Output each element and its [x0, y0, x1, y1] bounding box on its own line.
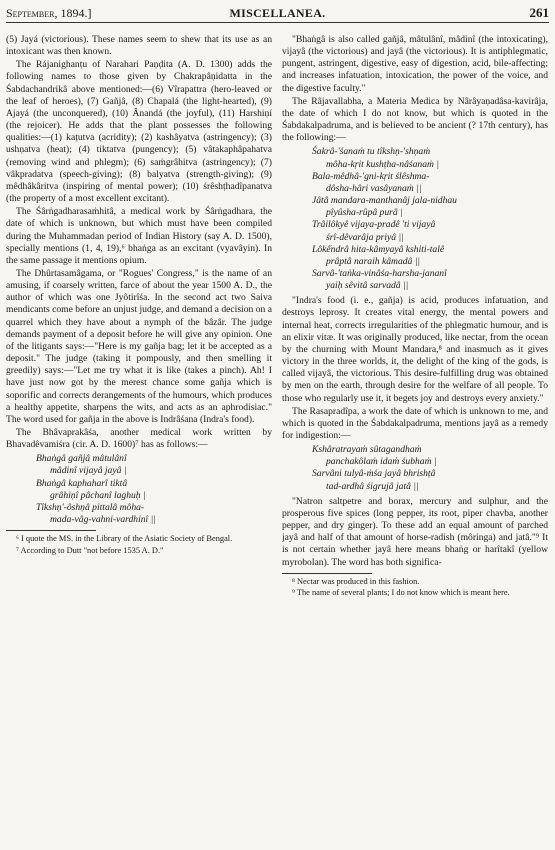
verse-line: dôsha-hâri vasâyanaṁ || [326, 182, 422, 194]
page-number: 261 [529, 5, 549, 20]
verse-line: Tîkshṇ'-ôshṇâ pittalâ môha- [36, 501, 145, 513]
verse-line: pîyûsha-rûpâ purâ | [326, 207, 403, 219]
verse-line: mâdinî vijayâ jayâ | [50, 465, 127, 477]
sanskrit-verse [282, 146, 548, 292]
verse-line: yaiḥ sêvitâ sarvadâ || [326, 280, 409, 292]
verse-line: Lôkếndrâ hita-kâmyayâ kshiti-talê [312, 243, 445, 255]
footnote: ⁷ According to Dutt "not before 1535 A. D." [16, 545, 164, 555]
verse-line: Bhaṅgâ gañjâ mâtulânî [36, 453, 127, 465]
footnote: ⁹ The name of several plants; I do not know which is meant here. [292, 588, 510, 598]
paragraph: "Indra's food (i. e., gañja) is acid, produces infatuation, and destroys leprosy. It creates vital energy, the mental powers and internal heat, corrects irregularities of the phlegmatic humour, and is an elixir vitæ. It was originally produced, like nectar, from the ocean by the churning with Mount Mandara,⁸ and inasmuch as it gives victory in the three worlds, it, the delight of the king of the gods, is called vijayâ, the victorious. This desire-fulfilling drug was obtained by men on the earth, through desire for the welfare of all people. To those who regularly use it, it begets joy and destroys every anxiety." [282, 295, 548, 404]
header-date: September, 1894.] [6, 6, 92, 20]
right-column [282, 34, 548, 842]
verse-line: Sarvâni tulyâ-ṁśa jayâ bhrishṭâ [312, 468, 436, 480]
paragraph: (5) Jayá (victorious). These names seem to shew that its use as an intoxicant was then known. [6, 34, 272, 58]
footnote: ⁶ I quote the MS. in the Library of the Asiatic Society of Bengal. [16, 534, 233, 544]
footnote: ⁸ Nectar was produced in this fashion. [292, 576, 420, 586]
sanskrit-verse [282, 444, 548, 493]
paragraph: "Natron saltpetre and borax, mercury and sulphur, and the prosperous five spices (long pepper, its root, piper chavba, another pepper, and dry ginger). To these add an equal amount of parched jayâ and half of that amount of horse-radish (môringa) and jatâ."⁹ It is not certain whether jayâ here means bhaṅg or harîtakî (yellow myrobolan). The word has both significa- [282, 495, 548, 568]
verse-line: Jâtâ mandara-manthanâj jala-nidhau [312, 195, 457, 207]
header-title: MISCELLANEA. [229, 6, 326, 20]
left-column [6, 34, 272, 842]
verse-line: tad-ardhâ śigrujâ jatâ || [326, 480, 419, 492]
paragraph: The Śârṅgadharasaṁhitâ, a medical work by Śârṅgadhara, the date of which is unknown, but which must have been compiled during the Muhammadan period of Indian History (say A. D. 1500), specially mentions (1, 4, 19),⁶ bhaṅga as an excitant (vyavâyin). In the same passage it mentions opium. [6, 206, 272, 266]
verse-line: Sarvâ-'taṅka-vinâśa-harsha-jananî [312, 267, 447, 279]
paragraph: The Rájanighanṭu of Narahari Paṇḍita (A. D. 1300) adds the following names to those given by Chakrapâṇidatta in the Śabdachandrikâ above mentioned:—(6) Vîrapattra (hero-leaved or the leaf of heroes), (7) Gañjâ, (8) Chapalá (the light-hearted), (9) Ajayá (the unconquered), (10) Ânandá (the joyful), (11) Harshiṇí (the rejoicer). He adds that the plant possesses the following qualities:—(1) kaṭutva (acridity); (2) kashâyatva (astringency); (3) ushṇatva (heat); (4) tiktatva (pungency); (5) vâtakaphâpahatva (removing wind and phlegm); (6) saṁgrâhitva (astringency); (7) vâkpradatva (speech-giving); (8) balyatva (strength-giving); (9) mêdhâkâritva (inspiring of mental power); (10) śrêshṭhadîpanatva (the property of a most excellent excitant). [6, 59, 272, 205]
header-rule [6, 22, 549, 23]
verse-line: panchakôlaṁ idaṁ śubhaṁ | [326, 456, 437, 468]
verse-line: prâptâ naraih kâmadâ || [326, 255, 421, 267]
paragraph: The Bhâvaprakâśa, another medical work written by Bhavadêvamiśra (cir. A. D. 1600)⁷ has as follows:— [6, 427, 272, 451]
sanskrit-verse [6, 453, 272, 526]
paragraph: The Dhûrtasamâgama, or "Rogues' Congress," is the name of an amusing, if coarsely written, farce of about the year 1500 A. D., the author of which was one Jyôtirîśa. In the second act two Saiva mendicants come before an unjust judge, and demand a decision on a quarrel which they have about a nymph of the bâzâr. The judge demands payment of a deposit before he will give any opinion. One of the litigants says:—"Here is my gañja bag; let it be accepted as a deposit." The judge (taking it pompously, and then smelling it greedily) says:—"Let me try what it is like (takes a pinch). Ah! I have just now got by the merest chance some gañja which is soporific and corrects derangements of the humours, which produces a healthy appetite, sharpens the wits, and acts as an aphrodisiac." The word used for gañja in the above is Indrâśana (Indra's food). [6, 267, 272, 425]
verse-line: grâhiṇî pâchanî laghuḥ | [50, 489, 146, 501]
verse-line: Bala-mêdhâ-'gni-kṛit ślêshma- [312, 170, 430, 182]
footnote-rule [282, 573, 372, 574]
verse-line: Trâilôkyê vijaya-pradê 'ti vijayâ [312, 219, 436, 231]
verse-line: Kshâratrayaṁ sûtagandhaṁ [312, 444, 422, 456]
verse-line: Śakrâ-'śanaṁ tu tîkshṇ-'shṇaṁ [312, 146, 431, 158]
verse-line: Bhaṅgâ kaphaharî tiktâ [36, 477, 128, 489]
verse-line: śrî-dêvarâja priyâ || [326, 231, 404, 243]
paragraph: "Bhaṅgâ is also called gañjâ, mâtulânî, mâdinî (the intoxicating), vijayâ (the victorious) and jayâ (the victorious). It is antiphlegmatic, pungent, astringent, digestive, easy of digestion, acid, bile-affecting; and increases infatuation, intoxication, the power of the voice, and the digestive faculty." [282, 34, 548, 94]
verse-line: môha-kṛit kushṭha-nâśanaṁ | [326, 158, 439, 170]
footnote-rule [6, 530, 96, 531]
paragraph: The Rasapradîpa, a work the date of which is unknown to me, and which is quoted in the Śabdakalpadruma, mentions jayâ as a remedy for indigestion:— [282, 405, 548, 441]
page-header [6, 4, 549, 22]
paragraph: The Râjavallabha, a Materia Medica by Nârâyaṇadâsa-kavirâja, the date of which I do not know, but which is quoted in the Śabdakalpadruma, and is believed to be ancient (? 17th century), has the following:— [282, 95, 548, 144]
verse-line: mada-vâg-vahni-vardhinî || [50, 514, 156, 526]
